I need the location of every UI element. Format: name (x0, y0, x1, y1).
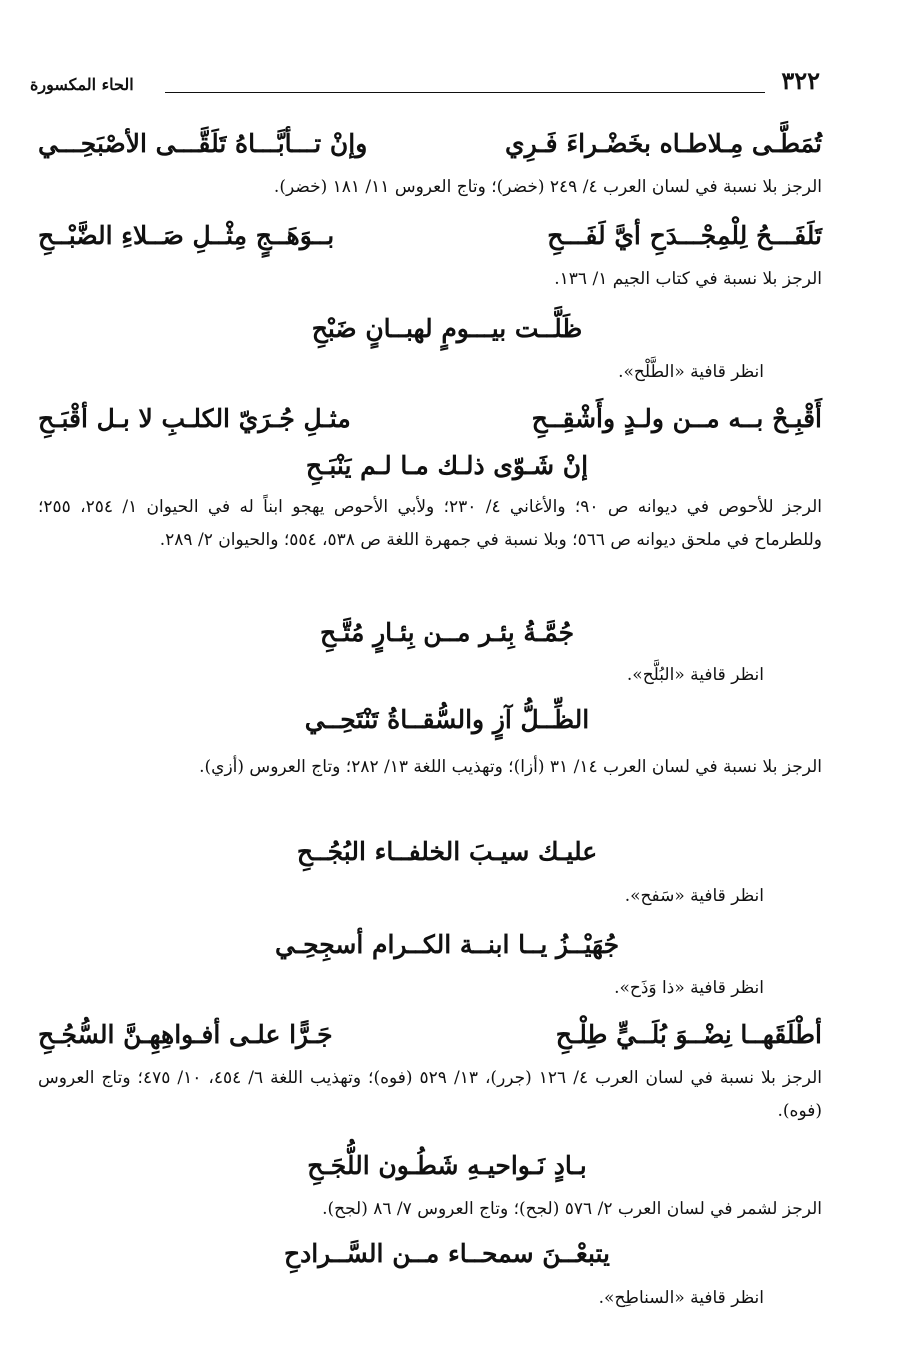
verse-text: عليـك سيـبَ الخلفــاء البُجُــحِ (296, 837, 598, 866)
verse-text: بـادٍ نَـواحيـهِ شَطُـون اللُّجَـحِ (307, 1151, 587, 1180)
verse-hemistich-right: أَقْبِـحْ بــه مــن ولـدٍ وأَشْقِــحِ (531, 404, 822, 433)
cross-reference: انظر قافية «ذا وَذَح». (614, 978, 764, 998)
verse-hemistich-left: مثـلِ جُـرَيّ الكلـبِ لا بـل أقْبَـحِ (38, 404, 351, 433)
running-title: الحاء المكسورة (30, 75, 134, 94)
header-rule (165, 92, 765, 93)
cross-reference: انظر قافية «سَفح». (624, 886, 764, 906)
source-paragraph: الرجز بلا نسبة في لسان العرب ٤/ ١٢٦ (جرر)، ١٣/ ٥٢٩ (فوه)؛ وتهذيب اللغة ٦/ ٤٥٤، ١٠/ ٤٧٥؛ وتاج العروس (فوه). (38, 1068, 823, 1121)
verse-single (0, 1150, 914, 1182)
source-paragraph: الرجز للأحوص في ديوانه ص ٩٠؛ والأغاني ٤/ ٢٣٠؛ ولأبي الأحوص يهجو ابناً له في الحيوان ١/ ٢٥٤، ٢٥٥؛ وللطرماح في ملحق ديوانه ص ٥٦٦؛ وبلا نسبة في جمهرة اللغة ص ٥٣٨، ٥٥٤؛ والحيوان ٢/ ٢٨٩. (38, 497, 822, 550)
verse-hemistich-right: تَلَفَـــحُ لِلْمِجْـــدَحِ أيَّ لَفَـــحِ (547, 221, 822, 250)
source-note: الرجز لشمر في لسان العرب ٢/ ٥٧٦ (لجح)؛ وتاج العروس ٧/ ٨٦ (لجح). (322, 1199, 822, 1219)
cross-reference: انظر قافية «السناطِح». (598, 1288, 764, 1308)
page-number: ٣٢٢ (781, 66, 820, 95)
verse-single (0, 313, 914, 345)
verse-hemistich-left: وإنْ تـــأبَّـــاهُ تَلَقَّـــى الأصْبَحِـــي (38, 129, 368, 158)
source-note: الرجز بلا نسبة في كتاب الجيم ١/ ١٣٦. (554, 269, 822, 289)
verse-text: إنْ شَـوّى ذلـك مـا لـم يَنْبَـحِ (305, 451, 589, 480)
verse-hemistich-right: تُمَطَّـى مِـلاطـاه بخَضْـراءَ فَـرِي (505, 129, 822, 158)
verse-single (0, 450, 914, 482)
verse-single (0, 836, 914, 868)
verse-single (0, 704, 914, 736)
verse-text: يتبعْــنَ سمحــاء مــن السَّــرادحِ (283, 1239, 611, 1268)
source-note: الرجز بلا نسبة في لسان العرب ٤/ ٢٤٩ (خضر)؛ وتاج العروس ١١/ ١٨١ (خضر). (273, 177, 822, 197)
verse-single (0, 929, 914, 961)
verse-hemistich-left: جَـرًّا علـى أفـواهِهِـنَّ السُّجُـحِ (38, 1020, 333, 1049)
cross-reference: انظر قافية «البُلَّح». (626, 665, 764, 685)
verse-hemistich-left: بــوَهَــجٍ مِثْــلِ صَــلاءِ الضَّبْــحِ (38, 221, 335, 250)
verse-text: جُهَيْــزُ يــا ابنــة الكــرام أسجِحِـي (274, 930, 620, 959)
verse-single (0, 617, 914, 649)
verse-hemistich-right: أطْلَقَهــا نِضْــوَ بُلَــيٍّ طِلْـحِ (555, 1020, 822, 1049)
verse-single (0, 1238, 914, 1270)
cross-reference: انظر قافية «الطَّلْح». (618, 362, 764, 382)
verse-text: ظَلَّــت بيـــومٍ لهبــانٍ ضَبْحِ (311, 314, 583, 343)
verse-text: الظِّــلُّ آزٍ والسُّقــاةُ تَنْتَحِــي (304, 705, 590, 734)
source-paragraph: الرجز بلا نسبة في لسان العرب ١٤/ ٣١ (أزا)؛ وتهذيب اللغة ١٣/ ٢٨٢؛ وتاج العروس (أزي). (199, 757, 822, 777)
verse-text: جُمَّـةُ بِئـر مــن بِئـارٍ مُتَّـحِ (319, 618, 575, 647)
